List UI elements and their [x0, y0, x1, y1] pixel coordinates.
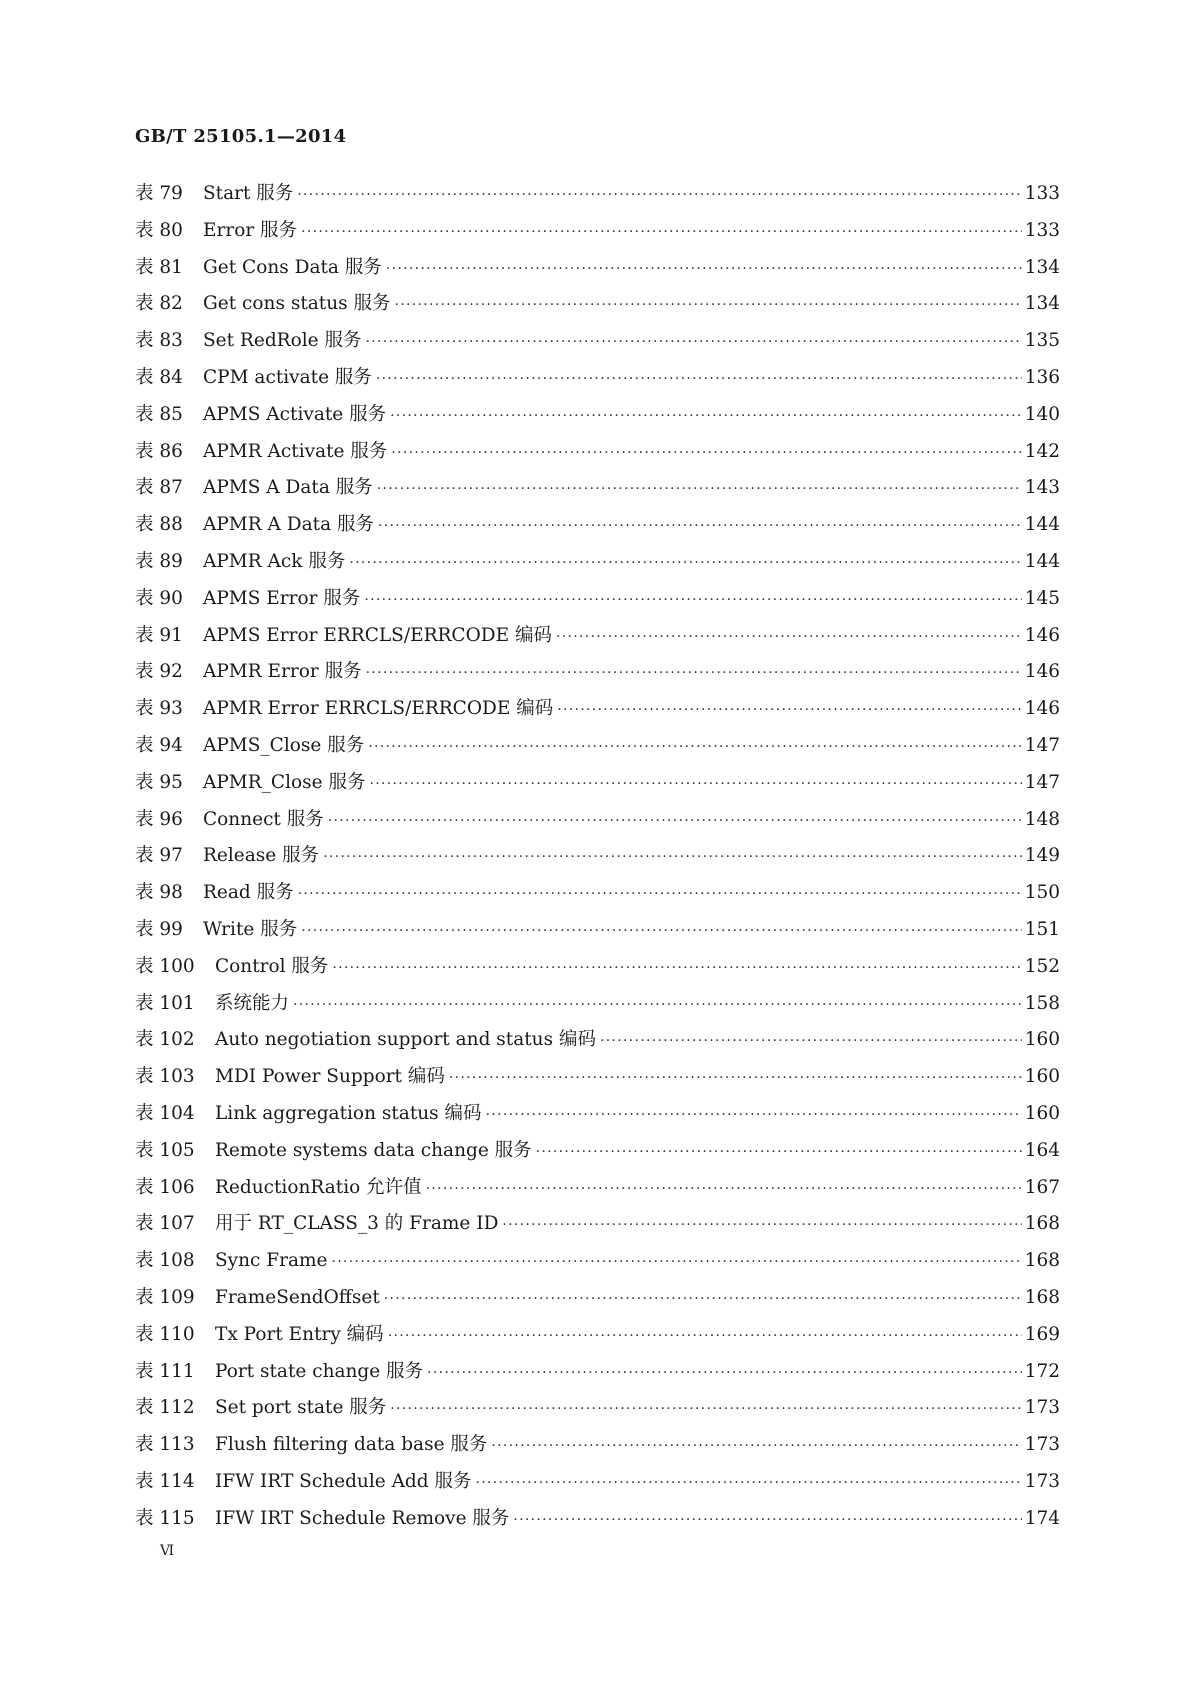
toc-entry[interactable]	[135, 986, 1060, 1023]
toc-entry-number: 表 85	[135, 403, 183, 425]
toc-entry-page: 142	[1024, 440, 1060, 462]
toc-leader-dots	[427, 1355, 1022, 1392]
toc-entry[interactable]	[135, 728, 1060, 765]
toc-entry-number: 表 93	[135, 698, 183, 720]
toc-entry-page: 174	[1024, 1507, 1060, 1529]
toc-entry-title: Write 服务	[203, 918, 298, 940]
toc-entry-title: MDI Power Support 编码	[215, 1066, 445, 1088]
toc-leader-dots	[395, 287, 1022, 324]
toc-entry-number: 表 80	[135, 219, 183, 241]
toc-leader-dots	[293, 987, 1022, 1024]
toc-entry[interactable]	[135, 397, 1060, 434]
toc-entry-number: 表 112	[135, 1397, 195, 1419]
toc-leader-dots	[377, 471, 1022, 508]
toc-entry-title: Port state change 服务	[215, 1360, 424, 1382]
toc-entry-number: 表 110	[135, 1323, 195, 1345]
toc-leader-dots	[331, 1244, 1022, 1281]
toc-leader-dots	[486, 1097, 1022, 1134]
toc-leader-dots	[502, 1207, 1022, 1244]
toc-entry-title: APMS A Data 服务	[203, 477, 373, 499]
toc-entry-page: 147	[1024, 734, 1060, 756]
toc-entry[interactable]	[135, 1059, 1060, 1096]
toc-leader-dots	[390, 398, 1022, 435]
document-header: GB/T 25105.1—2014	[135, 126, 347, 147]
toc-leader-dots	[301, 214, 1022, 251]
toc-leader-dots	[378, 508, 1022, 545]
table-of-contents	[135, 176, 1060, 1537]
toc-entry[interactable]	[135, 765, 1060, 802]
toc-entry-page: 168	[1024, 1286, 1060, 1308]
toc-leader-dots	[298, 876, 1022, 913]
toc-entry-page: 149	[1024, 845, 1060, 867]
toc-entry[interactable]	[135, 581, 1060, 618]
toc-entry-title: APMS Error ERRCLS/ERRCODE 编码	[203, 624, 552, 646]
toc-entry[interactable]	[135, 470, 1060, 507]
toc-leader-dots	[328, 803, 1022, 840]
toc-entry-page: 148	[1024, 808, 1060, 830]
toc-leader-dots	[388, 1318, 1022, 1355]
toc-leader-dots	[332, 950, 1022, 987]
toc-entry-title: IFW IRT Schedule Remove 服务	[215, 1507, 510, 1529]
toc-entry-number: 表 115	[135, 1507, 195, 1529]
toc-entry[interactable]	[135, 1022, 1060, 1059]
toc-entry-title: Flush filtering data base 服务	[215, 1434, 488, 1456]
toc-entry-title: APMR_Close 服务	[203, 771, 366, 793]
toc-entry-number: 表 81	[135, 256, 183, 278]
toc-leader-dots	[449, 1060, 1022, 1097]
toc-entry[interactable]	[135, 286, 1060, 323]
toc-entry-page: 164	[1024, 1139, 1060, 1161]
toc-entry-number: 表 79	[135, 183, 183, 204]
toc-entry[interactable]	[135, 1390, 1060, 1427]
toc-entry-title: Auto negotiation support and status 编码	[215, 1029, 596, 1051]
toc-entry-page: 150	[1024, 882, 1060, 904]
toc-entry-title: Control 服务	[215, 955, 329, 977]
toc-entry[interactable]	[135, 1170, 1060, 1207]
toc-leader-dots	[365, 324, 1022, 361]
toc-entry-page: 168	[1024, 1250, 1060, 1272]
toc-leader-dots	[491, 1428, 1022, 1465]
toc-leader-dots	[364, 582, 1022, 619]
toc-entry[interactable]	[135, 544, 1060, 581]
page-number: Ⅵ	[160, 1543, 175, 1559]
toc-leader-dots	[391, 435, 1022, 472]
toc-entry-title: Set port state 服务	[215, 1397, 387, 1419]
toc-entry[interactable]	[135, 176, 1060, 213]
toc-entry[interactable]	[135, 691, 1060, 728]
toc-entry-number: 表 105	[135, 1139, 195, 1161]
toc-entry-title: Sync Frame	[215, 1250, 328, 1272]
toc-leader-dots	[386, 251, 1022, 288]
toc-entry[interactable]	[135, 875, 1060, 912]
toc-entry-page: 135	[1024, 330, 1060, 352]
toc-entry-page: 173	[1024, 1397, 1060, 1419]
toc-leader-dots	[384, 1281, 1022, 1318]
toc-entry-page: 143	[1024, 477, 1060, 499]
toc-entry-page: 167	[1024, 1176, 1060, 1198]
toc-entry-title: Get Cons Data 服务	[203, 256, 382, 278]
toc-entry-title: APMS Error 服务	[203, 587, 361, 609]
toc-leader-dots	[366, 655, 1022, 692]
toc-entry-title: IFW IRT Schedule Add 服务	[215, 1470, 472, 1492]
toc-entry-title: APMR Ack 服务	[203, 550, 346, 572]
toc-entry-number: 表 114	[135, 1470, 195, 1492]
toc-entry-number: 表 99	[135, 918, 183, 940]
toc-entry[interactable]	[135, 434, 1060, 471]
toc-leader-dots	[556, 619, 1022, 656]
toc-entry[interactable]	[135, 838, 1060, 875]
toc-entry-number: 表 84	[135, 366, 183, 388]
toc-leader-dots	[297, 177, 1022, 214]
toc-entry-title: APMS_Close 服务	[203, 734, 365, 756]
toc-entry-title: APMR Error ERRCLS/ERRCODE 编码	[203, 698, 554, 720]
toc-entry-title: APMR Activate 服务	[203, 440, 388, 462]
toc-entry[interactable]	[135, 949, 1060, 986]
toc-entry-number: 表 98	[135, 882, 183, 904]
toc-entry-page: 147	[1024, 771, 1060, 793]
toc-leader-dots	[557, 692, 1022, 729]
toc-entry-number: 表 107	[135, 1213, 195, 1235]
toc-entry-number: 表 106	[135, 1176, 195, 1198]
toc-entry-page: 134	[1024, 256, 1060, 278]
toc-entry[interactable]	[135, 1427, 1060, 1464]
toc-entry-number: 表 88	[135, 514, 183, 536]
toc-entry-page: 145	[1024, 587, 1060, 609]
toc-leader-dots	[301, 913, 1022, 950]
toc-entry-page: 168	[1024, 1213, 1060, 1235]
toc-entry-title: Read 服务	[203, 882, 294, 904]
toc-entry-page: 160	[1024, 1066, 1060, 1088]
toc-leader-dots	[536, 1134, 1022, 1171]
toc-entry-title: APMR Error 服务	[203, 661, 362, 683]
toc-entry-page: 173	[1024, 1470, 1060, 1492]
toc-entry-number: 表 108	[135, 1250, 195, 1272]
toc-entry-number: 表 89	[135, 550, 183, 572]
toc-entry-page: 146	[1024, 698, 1060, 720]
toc-entry[interactable]	[135, 1280, 1060, 1317]
toc-entry[interactable]	[135, 323, 1060, 360]
toc-leader-dots	[426, 1171, 1022, 1208]
toc-leader-dots	[390, 1391, 1022, 1428]
toc-entry-title: Tx Port Entry 编码	[215, 1323, 384, 1345]
toc-entry-page: 152	[1024, 955, 1060, 977]
toc-leader-dots	[349, 545, 1022, 582]
toc-entry-page: 146	[1024, 624, 1060, 646]
toc-entry-number: 表 90	[135, 587, 183, 609]
toc-entry-number: 表 92	[135, 661, 183, 683]
toc-entry[interactable]	[135, 1096, 1060, 1133]
toc-leader-dots	[323, 839, 1022, 876]
toc-entry-page: 136	[1024, 366, 1060, 388]
toc-entry-number: 表 83	[135, 330, 183, 352]
toc-entry[interactable]	[135, 1133, 1060, 1170]
toc-entry[interactable]	[135, 213, 1060, 250]
toc-entry-page: 160	[1024, 1029, 1060, 1051]
toc-entry[interactable]	[135, 360, 1060, 397]
toc-entry-page: 173	[1024, 1434, 1060, 1456]
toc-entry-title: APMR A Data 服务	[203, 514, 375, 536]
toc-entry-number: 表 91	[135, 624, 183, 646]
toc-entry[interactable]	[135, 507, 1060, 544]
toc-entry[interactable]	[135, 618, 1060, 655]
toc-entry-title: Remote systems data change 服务	[215, 1139, 532, 1161]
toc-entry[interactable]	[135, 250, 1060, 287]
toc-entry-page: 146	[1024, 661, 1060, 683]
toc-entry-number: 表 113	[135, 1434, 195, 1456]
toc-entry-title: CPM activate 服务	[203, 366, 372, 388]
toc-entry-page: 151	[1024, 918, 1060, 940]
toc-entry-page: 144	[1024, 514, 1060, 536]
toc-entry-page: 172	[1024, 1360, 1060, 1382]
toc-entry-title: Connect 服务	[203, 808, 324, 830]
toc-entry-title: APMS Activate 服务	[203, 403, 387, 425]
toc-entry-page: 140	[1024, 403, 1060, 425]
toc-entry[interactable]	[135, 1317, 1060, 1354]
toc-entry[interactable]	[135, 1354, 1060, 1391]
toc-entry-title: Error 服务	[203, 219, 298, 241]
toc-entry[interactable]	[135, 1206, 1060, 1243]
toc-entry[interactable]	[135, 912, 1060, 949]
toc-entry-page: 160	[1024, 1102, 1060, 1124]
toc-entry-title: Link aggregation status 编码	[215, 1102, 482, 1124]
toc-entry-number: 表 97	[135, 845, 183, 867]
toc-entry-number: 表 96	[135, 808, 183, 830]
toc-entry-page: 133	[1024, 219, 1060, 241]
toc-entry-number: 表 86	[135, 440, 183, 462]
toc-entry-title: Get cons status 服务	[203, 293, 391, 315]
toc-entry-page: 144	[1024, 550, 1060, 572]
toc-entry[interactable]	[135, 654, 1060, 691]
toc-entry-page: 134	[1024, 293, 1060, 315]
toc-entry-page: 169	[1024, 1323, 1060, 1345]
toc-entry-number: 表 103	[135, 1066, 195, 1088]
toc-entry-number: 表 111	[135, 1360, 195, 1382]
toc-entry-title: Set RedRole 服务	[203, 330, 362, 352]
toc-entry-title: Start 服务	[203, 183, 294, 204]
toc-leader-dots	[513, 1502, 1022, 1539]
toc-entry[interactable]	[135, 1464, 1060, 1501]
toc-entry-page: 158	[1024, 992, 1060, 1014]
toc-entry-number: 表 109	[135, 1286, 195, 1308]
toc-entry-title: Release 服务	[203, 845, 320, 867]
toc-entry[interactable]	[135, 1501, 1060, 1538]
toc-entry-number: 表 104	[135, 1102, 195, 1124]
toc-entry-number: 表 101	[135, 992, 195, 1014]
toc-entry[interactable]	[135, 802, 1060, 839]
toc-leader-dots	[376, 361, 1022, 398]
toc-entry-number: 表 95	[135, 771, 183, 793]
toc-entry-number: 表 102	[135, 1029, 195, 1051]
toc-entry-number: 表 100	[135, 955, 195, 977]
toc-entry-title: 用于 RT_CLASS_3 的 Frame ID	[215, 1213, 499, 1235]
toc-leader-dots	[600, 1023, 1022, 1060]
toc-entry-title: ReductionRatio 允许值	[215, 1176, 422, 1198]
toc-entry-page: 133	[1024, 183, 1060, 204]
toc-entry-title: FrameSendOffset	[215, 1286, 380, 1308]
toc-leader-dots	[368, 729, 1022, 766]
toc-entry-title: 系统能力	[215, 992, 290, 1014]
toc-entry-number: 表 87	[135, 477, 183, 499]
toc-entry-number: 表 94	[135, 734, 183, 756]
toc-entry[interactable]	[135, 1243, 1060, 1280]
toc-entry-number: 表 82	[135, 293, 183, 315]
toc-leader-dots	[476, 1465, 1023, 1502]
toc-leader-dots	[369, 766, 1022, 803]
